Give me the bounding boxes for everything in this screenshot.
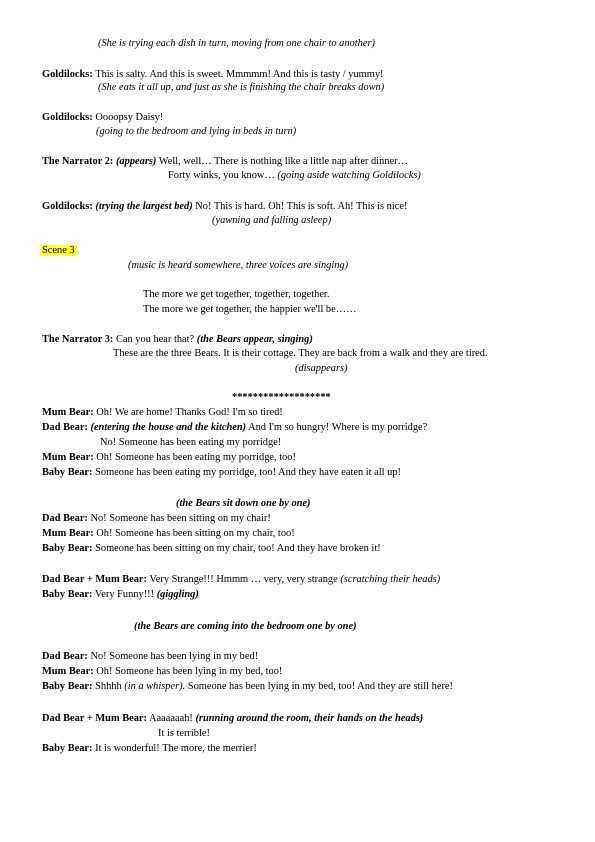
dialogue-text: And I'm so hungry! Where is my porridge? — [246, 422, 428, 433]
dialogue-line — [42, 451, 296, 464]
dialogue-text: Oh! Someone has been sitting on my chair, too! — [93, 528, 295, 539]
stage-direction: (the Bears sit down one by one) — [176, 498, 311, 509]
speaker-name: The Narrator 2: — [42, 156, 114, 167]
dialogue-text: Shhhh — [92, 681, 125, 692]
speaker-name: The Narrator 3: — [42, 334, 114, 345]
dialogue-line: It is terrible! — [158, 728, 210, 739]
scene-heading — [40, 244, 77, 257]
dialogue-line — [42, 712, 423, 725]
dialogue-line — [42, 573, 440, 586]
dialogue-text: Aaaaaaah! — [147, 713, 196, 724]
speaker-name: Dad Bear: — [42, 513, 88, 524]
dialogue-text: Forty winks, you know… — [168, 170, 278, 181]
dialogue-line — [42, 665, 282, 678]
inline-direction: (running around the room, their hands on the heads) — [195, 713, 424, 724]
speaker-name: Mum Bear: — [42, 528, 94, 539]
speaker-name: Dad Bear: — [42, 651, 88, 662]
speaker-name: Mum Bear: — [42, 666, 94, 677]
dialogue-line — [42, 406, 283, 419]
dialogue-line — [42, 680, 453, 693]
dialogue-text: Someone has been eating my porridge, too! And they have eaten it all up! — [92, 467, 401, 478]
dialogue-text: Someone has been sitting on my chair, too! And they have broken it! — [92, 543, 381, 554]
dialogue-text: Well, well… There is nothing like a little nap after dinner… — [156, 156, 408, 167]
speaker-name: Mum Bear: — [42, 452, 94, 463]
section-divider: ******************* — [232, 392, 331, 403]
dialogue-line — [42, 466, 401, 479]
dialogue-text: Very Funny!!! — [92, 589, 157, 600]
dialogue-text: No! This is hard. Oh! This is soft. Ah! This is nice! — [192, 201, 408, 212]
dialogue-text: Oh! We are home! Thanks God! I'm so tired! — [93, 407, 283, 418]
inline-direction: (appears) — [113, 156, 157, 167]
stage-direction: (the Bears are coming into the bedroom one by one) — [134, 621, 357, 632]
dialogue-text: Oh! Someone has been eating my porridge, too! — [93, 452, 296, 463]
dialogue-text: No! Someone has been lying in my bed! — [87, 651, 259, 662]
stage-direction: (music is heard somewhere, three voices are singing) — [128, 260, 349, 271]
inline-direction: (giggling) — [156, 589, 199, 600]
song-line: The more we get together, together, together. — [143, 289, 330, 300]
speaker-name: Goldilocks: — [42, 201, 93, 212]
inline-direction: (trying the largest bed) — [92, 201, 193, 212]
speaker-name: Goldilocks: — [42, 112, 93, 123]
speaker-name: Mum Bear: — [42, 407, 94, 418]
dialogue-line — [42, 421, 427, 434]
dialogue-line — [42, 111, 163, 124]
stage-direction: (She eats it all up, and just as she is finishing the chair breaks down) — [98, 82, 385, 93]
speaker-name: Dad Bear + Mum Bear: — [42, 574, 148, 585]
speaker-name: Baby Bear: — [42, 589, 93, 600]
dialogue-line — [42, 650, 258, 663]
inline-direction: (in a whisper). — [124, 681, 186, 692]
dialogue-text: Oooopsy Daisy! — [92, 112, 164, 123]
speaker-name: Baby Bear: — [42, 681, 93, 692]
speaker-name: Dad Bear: — [42, 422, 88, 433]
stage-direction: (going to the bedroom and lying in beds in turn) — [96, 126, 297, 137]
dialogue-line: No! Someone has been eating my porridge! — [100, 437, 282, 448]
speaker-name: Baby Bear: — [42, 743, 93, 754]
dialogue-line — [168, 169, 421, 182]
dialogue-text: Can you hear that? — [113, 334, 197, 345]
dialogue-text: No! Someone has been sitting on my chair! — [87, 513, 271, 524]
speaker-name: Baby Bear: — [42, 467, 93, 478]
stage-direction: (yawning and falling asleep) — [212, 215, 332, 226]
speaker-name: Goldilocks: — [42, 69, 93, 80]
dialogue-line — [42, 200, 407, 213]
dialogue-line: These are the three Bears. It is their cottage. They are back from a walk and they are tired. — [113, 348, 488, 359]
dialogue-text: This is salty. And this is sweet. Mmmmm! And this is tasty / yummy! — [92, 69, 384, 80]
inline-direction: (the Bears appear, singing) — [196, 334, 313, 345]
dialogue-line — [42, 542, 381, 555]
dialogue-line — [42, 742, 257, 755]
inline-direction: (scratching their heads) — [340, 574, 441, 585]
dialogue-text: Very Strange!!! Hmmm … very, very strange — [147, 574, 341, 585]
dialogue-line — [42, 68, 383, 81]
dialogue-text: Someone has been lying in my bed, too! And they are still here! — [185, 681, 453, 692]
speaker-name: Baby Bear: — [42, 543, 93, 554]
stage-direction: (disappears) — [295, 363, 348, 374]
speaker-name: Dad Bear + Mum Bear: — [42, 713, 148, 724]
dialogue-line — [42, 527, 295, 540]
song-line: The more we get together, the happier we'll be…… — [143, 304, 357, 315]
inline-direction: (entering the house and the kitchen) — [87, 422, 247, 433]
dialogue-line — [42, 512, 271, 525]
dialogue-line — [42, 155, 408, 168]
inline-direction: (going aside watching Goldilocks) — [277, 170, 421, 181]
dialogue-line — [42, 333, 313, 346]
stage-direction: (She is trying each dish in turn, moving from one chair to another) — [98, 38, 375, 49]
dialogue-line — [42, 588, 199, 601]
scene-label: Scene 3 — [42, 245, 75, 256]
dialogue-text: Oh! Someone has been lying in my bed, too! — [93, 666, 283, 677]
dialogue-text: It is wonderful! The more, the merrier! — [92, 743, 257, 754]
